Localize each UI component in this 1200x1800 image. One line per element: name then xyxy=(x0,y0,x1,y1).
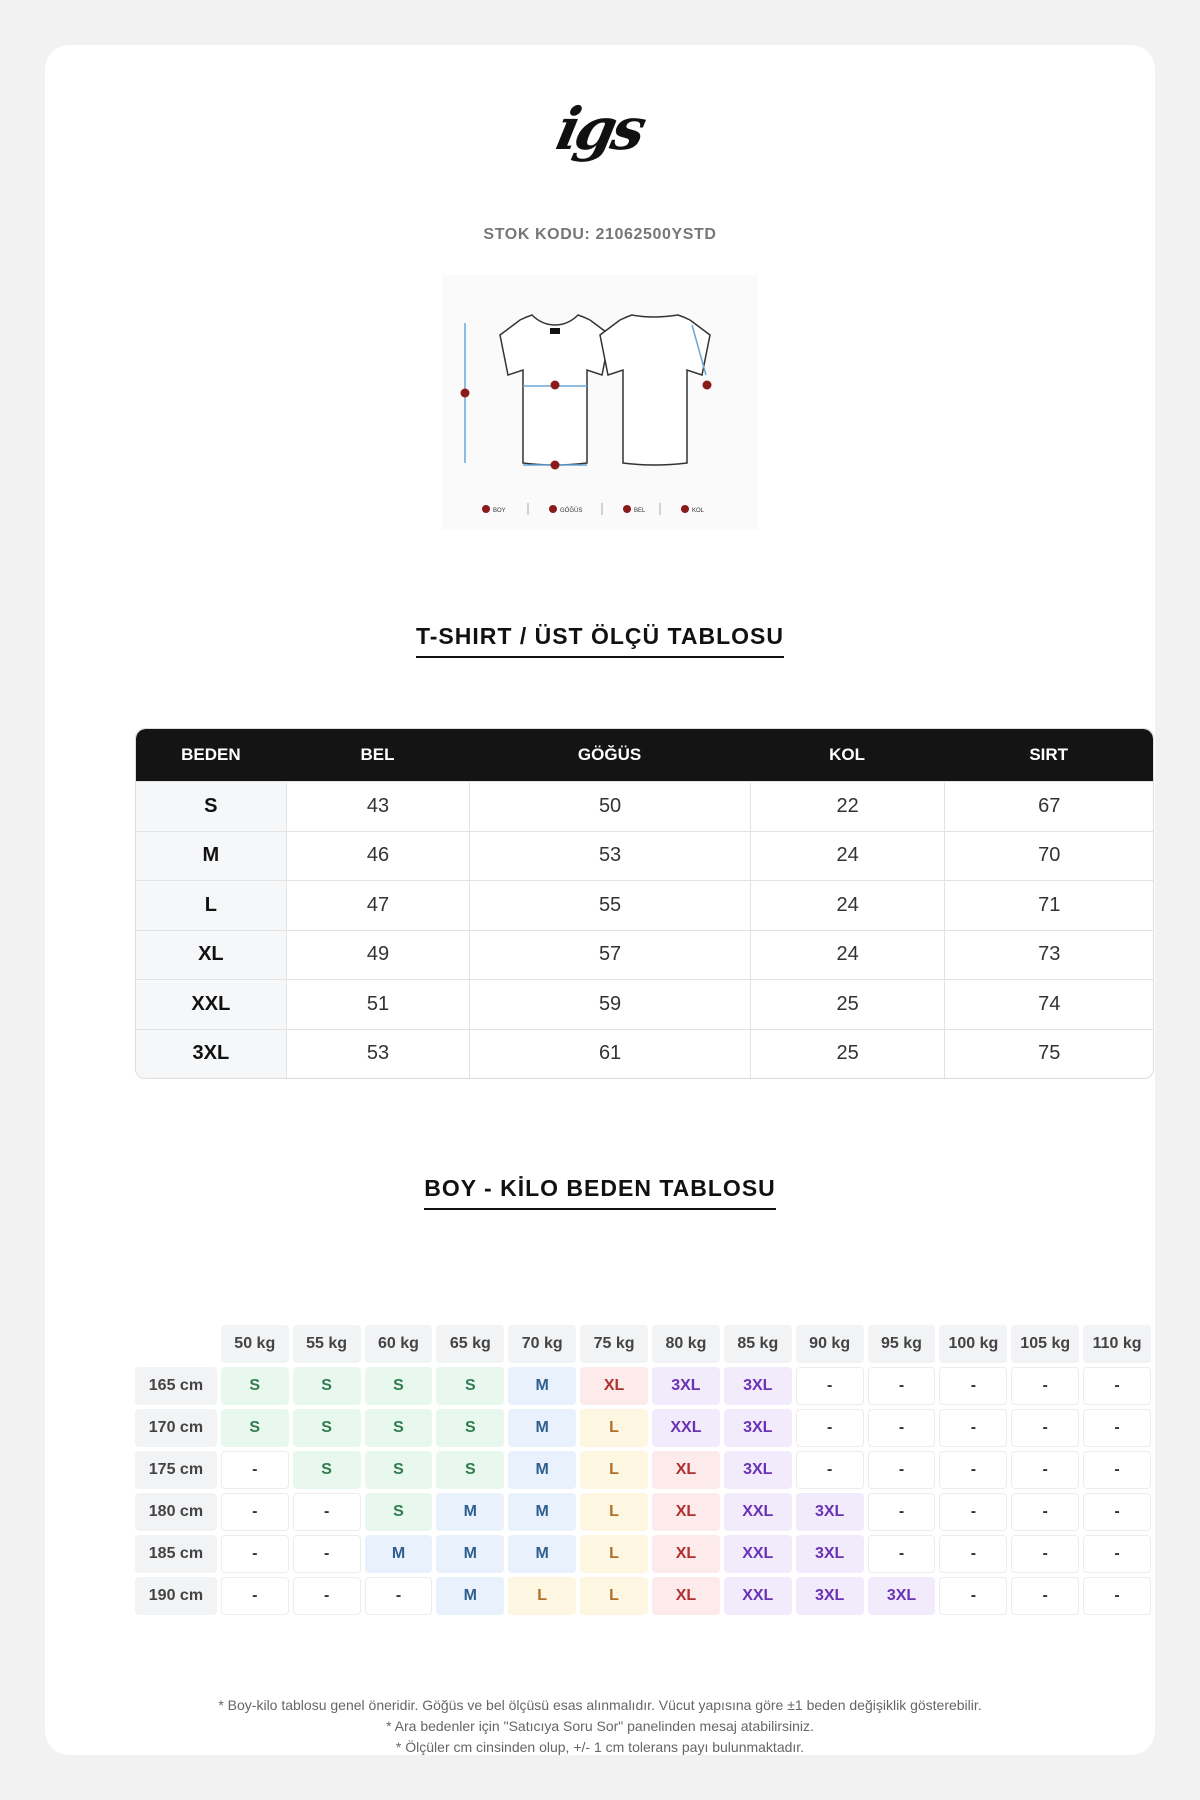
size-recommendation-cell: S xyxy=(221,1367,289,1405)
size-recommendation-cell: S xyxy=(221,1409,289,1447)
size-recommendation-cell: - xyxy=(868,1409,936,1447)
size-recommendation-cell: M xyxy=(508,1409,576,1447)
size-recommendation-cell: - xyxy=(1083,1367,1151,1405)
footnote-2: * Ara bedenler için "Satıcıya Soru Sor" panelinden mesaj atabilirsiniz. xyxy=(386,1718,814,1734)
size-recommendation-cell: M xyxy=(365,1535,433,1573)
legend-kol: KOL xyxy=(692,508,705,514)
size-recommendation-cell: M xyxy=(508,1451,576,1489)
size-table-row xyxy=(136,831,1153,881)
tshirt-diagram-svg xyxy=(442,275,758,530)
header-sirt: SIRT xyxy=(1029,745,1069,764)
size-table-row xyxy=(136,781,1153,831)
cell-kol: 24 xyxy=(750,832,945,881)
cell-beden: S xyxy=(136,782,286,831)
size-recommendation-cell: - xyxy=(1011,1451,1079,1489)
weight-header: 60 kg xyxy=(365,1325,433,1363)
size-recommendation-cell: - xyxy=(1011,1367,1079,1405)
front-label-icon xyxy=(550,328,560,334)
size-recommendation-cell: - xyxy=(796,1367,864,1405)
size-recommendation-cell: XXL xyxy=(652,1409,720,1447)
cell-beden: XXL xyxy=(136,980,286,1029)
size-recommendation-cell: L xyxy=(580,1409,648,1447)
cell-bel: 53 xyxy=(286,1030,470,1079)
size-table-title-wrap xyxy=(45,623,1155,658)
height-label: 180 cm xyxy=(135,1493,217,1531)
diagram-legend xyxy=(482,503,705,515)
weight-header: 105 kg xyxy=(1011,1325,1079,1363)
size-recommendation-cell: M xyxy=(436,1493,504,1531)
footnotes xyxy=(45,1695,1155,1758)
marker-d-icon xyxy=(703,381,712,390)
size-recommendation-cell: - xyxy=(221,1577,289,1615)
boy-kilo-title: BOY - KİLO BEDEN TABLOSU xyxy=(424,1175,776,1210)
cell-kol: 24 xyxy=(750,931,945,980)
cell-gogus: 55 xyxy=(469,881,749,930)
size-recommendation-cell: - xyxy=(1011,1493,1079,1531)
size-recommendation-cell: - xyxy=(293,1577,361,1615)
boy-kilo-table xyxy=(135,1325,1155,1619)
cell-bel: 49 xyxy=(286,931,470,980)
size-recommendation-cell: L xyxy=(580,1451,648,1489)
weight-header: 110 kg xyxy=(1083,1325,1151,1363)
weight-header: 80 kg xyxy=(652,1325,720,1363)
cell-beden: 3XL xyxy=(136,1030,286,1079)
header-beden: BEDEN xyxy=(181,745,241,764)
size-recommendation-cell: - xyxy=(868,1367,936,1405)
cell-beden: XL xyxy=(136,931,286,980)
size-recommendation-cell: 3XL xyxy=(796,1493,864,1531)
weight-header: 65 kg xyxy=(436,1325,504,1363)
size-recommendation-cell: - xyxy=(939,1409,1007,1447)
footnote-3: * Ölçüler cm cinsinden olup, +/- 1 cm tolerans payı bulunmaktadır. xyxy=(395,1739,805,1755)
size-recommendation-cell: - xyxy=(1011,1409,1079,1447)
size-recommendation-cell: 3XL xyxy=(724,1409,792,1447)
size-recommendation-cell: S xyxy=(293,1409,361,1447)
cell-beden: L xyxy=(136,881,286,930)
size-recommendation-cell: - xyxy=(939,1535,1007,1573)
size-recommendation-cell: - xyxy=(868,1451,936,1489)
cell-kol: 25 xyxy=(750,1030,945,1079)
cell-sirt: 75 xyxy=(944,1030,1153,1079)
boy-kilo-corner xyxy=(135,1325,217,1363)
size-recommendation-cell: L xyxy=(580,1577,648,1615)
size-recommendation-cell: 3XL xyxy=(724,1451,792,1489)
cell-kol: 22 xyxy=(750,782,945,831)
size-recommendation-cell: XXL xyxy=(724,1493,792,1531)
boy-kilo-row xyxy=(135,1451,1155,1489)
size-recommendation-cell: - xyxy=(1083,1535,1151,1573)
size-recommendation-cell: S xyxy=(293,1367,361,1405)
weight-header: 55 kg xyxy=(293,1325,361,1363)
legend-boy: BOY xyxy=(493,508,506,514)
header-kol: KOL xyxy=(829,745,866,764)
stock-code: STOK KODU: 21062500YSTD xyxy=(483,226,717,243)
boy-kilo-row xyxy=(135,1367,1155,1405)
cell-sirt: 70 xyxy=(944,832,1153,881)
size-recommendation-cell: M xyxy=(436,1535,504,1573)
size-recommendation-cell: - xyxy=(1083,1409,1151,1447)
weight-header: 90 kg xyxy=(796,1325,864,1363)
size-recommendation-cell: - xyxy=(796,1451,864,1489)
size-recommendation-cell: XL xyxy=(652,1535,720,1573)
cell-bel: 43 xyxy=(286,782,470,831)
tshirt-measurement-diagram xyxy=(442,275,758,530)
size-recommendation-cell: S xyxy=(365,1451,433,1489)
boy-kilo-row xyxy=(135,1409,1155,1447)
size-recommendation-cell: L xyxy=(580,1535,648,1573)
size-recommendation-cell: S xyxy=(365,1409,433,1447)
size-recommendation-cell: - xyxy=(939,1577,1007,1615)
size-recommendation-cell: XXL xyxy=(724,1535,792,1573)
weight-header: 85 kg xyxy=(724,1325,792,1363)
size-recommendation-cell: - xyxy=(293,1493,361,1531)
size-recommendation-cell: M xyxy=(508,1493,576,1531)
size-table-row xyxy=(136,1029,1153,1079)
size-recommendation-cell: M xyxy=(508,1367,576,1405)
size-recommendation-cell: S xyxy=(436,1409,504,1447)
size-recommendation-cell: - xyxy=(1083,1577,1151,1615)
marker-c-icon xyxy=(551,461,560,470)
legend-bel: BEL xyxy=(634,508,646,514)
size-recommendation-cell: - xyxy=(868,1493,936,1531)
size-recommendation-cell: - xyxy=(221,1535,289,1573)
weight-header: 95 kg xyxy=(868,1325,936,1363)
size-table xyxy=(135,728,1154,1079)
size-recommendation-cell: S xyxy=(436,1367,504,1405)
size-recommendation-cell: 3XL xyxy=(796,1535,864,1573)
size-table-header xyxy=(136,729,1153,781)
height-label: 190 cm xyxy=(135,1577,217,1615)
boy-kilo-row xyxy=(135,1493,1155,1531)
cell-gogus: 50 xyxy=(469,782,749,831)
size-recommendation-cell: L xyxy=(508,1577,576,1615)
size-table-row xyxy=(136,979,1153,1029)
height-label: 170 cm xyxy=(135,1409,217,1447)
weight-header: 70 kg xyxy=(508,1325,576,1363)
height-label: 165 cm xyxy=(135,1367,217,1405)
brand-logo xyxy=(45,97,1155,161)
cell-beden: M xyxy=(136,832,286,881)
cell-sirt: 71 xyxy=(944,881,1153,930)
size-guide-card xyxy=(45,45,1155,1755)
cell-kol: 25 xyxy=(750,980,945,1029)
size-recommendation-cell: - xyxy=(365,1577,433,1615)
tshirt-back-icon xyxy=(600,315,710,465)
size-recommendation-cell: - xyxy=(221,1451,289,1489)
cell-sirt: 67 xyxy=(944,782,1153,831)
cell-sirt: 73 xyxy=(944,931,1153,980)
height-label: 175 cm xyxy=(135,1451,217,1489)
size-recommendation-cell: - xyxy=(221,1493,289,1531)
size-table-body xyxy=(136,781,1153,1078)
weight-header: 50 kg xyxy=(221,1325,289,1363)
size-recommendation-cell: M xyxy=(436,1577,504,1615)
size-recommendation-cell: - xyxy=(1083,1451,1151,1489)
weight-header: 100 kg xyxy=(939,1325,1007,1363)
size-recommendation-cell: XL xyxy=(652,1577,720,1615)
legend-gogus: GÖĞÜS xyxy=(560,508,583,514)
cell-gogus: 53 xyxy=(469,832,749,881)
size-table-title: T-SHIRT / ÜST ÖLÇÜ TABLOSU xyxy=(416,623,784,658)
size-table-row xyxy=(136,930,1153,980)
cell-bel: 51 xyxy=(286,980,470,1029)
cell-gogus: 59 xyxy=(469,980,749,1029)
header-gogus: GÖĞÜS xyxy=(577,745,642,764)
size-table-row xyxy=(136,880,1153,930)
cell-bel: 47 xyxy=(286,881,470,930)
height-label: 185 cm xyxy=(135,1535,217,1573)
size-recommendation-cell: L xyxy=(580,1493,648,1531)
size-recommendation-cell: S xyxy=(365,1493,433,1531)
size-recommendation-cell: 3XL xyxy=(868,1577,936,1615)
weight-header: 75 kg xyxy=(580,1325,648,1363)
brand-logo-text: igs xyxy=(551,95,649,163)
cell-sirt: 74 xyxy=(944,980,1153,1029)
size-recommendation-cell: S xyxy=(365,1367,433,1405)
marker-a-icon xyxy=(461,389,470,398)
boy-kilo-row xyxy=(135,1577,1155,1615)
size-recommendation-cell: - xyxy=(293,1535,361,1573)
cell-gogus: 57 xyxy=(469,931,749,980)
cell-bel: 46 xyxy=(286,832,470,881)
size-recommendation-cell: - xyxy=(1011,1577,1079,1615)
boy-kilo-title-wrap xyxy=(45,1175,1155,1210)
size-recommendation-cell: - xyxy=(796,1409,864,1447)
boy-kilo-row xyxy=(135,1535,1155,1573)
size-recommendation-cell: M xyxy=(508,1535,576,1573)
size-recommendation-cell: XXL xyxy=(724,1577,792,1615)
tshirt-front-icon xyxy=(500,315,610,465)
size-recommendation-cell: S xyxy=(436,1451,504,1489)
size-recommendation-cell: XL xyxy=(652,1451,720,1489)
size-recommendation-cell: - xyxy=(939,1493,1007,1531)
cell-kol: 24 xyxy=(750,881,945,930)
size-recommendation-cell: - xyxy=(1083,1493,1151,1531)
size-recommendation-cell: XL xyxy=(580,1367,648,1405)
marker-b-icon xyxy=(551,381,560,390)
size-recommendation-cell: - xyxy=(1011,1535,1079,1573)
footnote-1: * Boy-kilo tablosu genel öneridir. Göğüs ve bel ölçüsü esas alınmalıdır. Vücut yapısına göre ±1 beden değişiklik gösterebilir. xyxy=(218,1697,982,1713)
size-recommendation-cell: 3XL xyxy=(652,1367,720,1405)
header-bel: BEL xyxy=(360,745,395,764)
size-recommendation-cell: - xyxy=(939,1451,1007,1489)
cell-gogus: 61 xyxy=(469,1030,749,1079)
size-recommendation-cell: S xyxy=(293,1451,361,1489)
boy-kilo-header-row xyxy=(135,1325,1155,1363)
size-recommendation-cell: - xyxy=(868,1535,936,1573)
size-recommendation-cell: 3XL xyxy=(724,1367,792,1405)
boy-kilo-body xyxy=(135,1367,1155,1615)
size-recommendation-cell: XL xyxy=(652,1493,720,1531)
size-recommendation-cell: 3XL xyxy=(796,1577,864,1615)
size-recommendation-cell: - xyxy=(939,1367,1007,1405)
